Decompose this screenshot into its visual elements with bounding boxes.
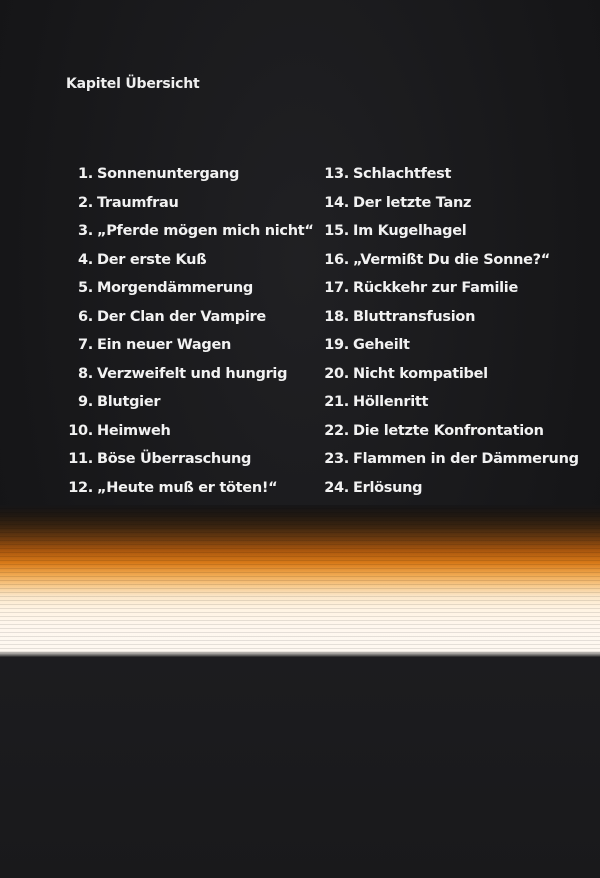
chapter-title: „Heute muß er töten!“ xyxy=(97,479,278,496)
chapter-title: Sonnenuntergang xyxy=(97,166,240,182)
chapter-number: 13. xyxy=(324,166,349,182)
chapter-title: Morgendämmerung xyxy=(97,280,253,296)
chapter-entry xyxy=(60,445,315,474)
chapter-list-left xyxy=(60,160,315,502)
chapter-entry xyxy=(60,246,315,275)
chapter-number: 3. xyxy=(78,223,93,239)
chapter-number: 23. xyxy=(324,451,349,467)
chapter-title: Ein neuer Wagen xyxy=(97,337,232,353)
chapter-title: Geheilt xyxy=(353,337,410,353)
chapter-number: 16. xyxy=(324,251,349,268)
chapter-entry xyxy=(318,160,588,189)
chapter-title: Böse Überraschung xyxy=(97,451,252,467)
chapter-title: Der letzte Tanz xyxy=(353,194,472,211)
chapter-title: „Vermißt Du die Sonne?“ xyxy=(353,251,550,268)
chapter-title: Höllenritt xyxy=(353,394,429,410)
chapter-entry xyxy=(60,189,315,218)
chapter-number: 20. xyxy=(324,365,349,382)
chapter-number: 21. xyxy=(324,394,349,410)
chapter-entry xyxy=(318,246,588,275)
chapter-entry xyxy=(60,417,315,446)
dark-bottom-area xyxy=(0,657,600,878)
chapter-entry xyxy=(60,360,315,389)
chapter-entry xyxy=(318,217,588,246)
chapter-title: Nicht kompatibel xyxy=(353,365,488,382)
chapter-entry xyxy=(318,360,588,389)
sunset-band-texture xyxy=(0,505,600,657)
chapter-entry xyxy=(60,160,315,189)
chapter-entry xyxy=(318,274,588,303)
chapter-title: Im Kugelhagel xyxy=(353,223,467,239)
chapter-number: 11. xyxy=(68,451,93,467)
chapter-entry xyxy=(318,388,588,417)
chapter-number: 15. xyxy=(324,223,349,239)
chapter-number: 4. xyxy=(78,251,93,268)
chapter-number: 2. xyxy=(78,194,93,211)
chapter-number: 22. xyxy=(324,422,349,439)
chapter-number: 18. xyxy=(324,308,349,325)
chapter-entry xyxy=(318,331,588,360)
chapter-number: 10. xyxy=(68,422,93,439)
chapter-entry xyxy=(60,388,315,417)
chapter-number: 14. xyxy=(324,194,349,211)
chapter-title: Die letzte Konfrontation xyxy=(353,422,544,439)
chapter-number: 6. xyxy=(78,308,93,325)
chapter-list-right xyxy=(318,160,588,502)
chapter-number: 19. xyxy=(324,337,349,353)
chapter-title: Schlachtfest xyxy=(353,166,452,182)
chapter-title: Blutgier xyxy=(97,394,161,410)
chapter-title: Der erste Kuß xyxy=(97,251,207,268)
chapter-title: Traumfrau xyxy=(97,194,179,211)
chapter-entry xyxy=(318,445,588,474)
chapter-title: Bluttransfusion xyxy=(353,308,476,325)
page-title: Kapitel Übersicht xyxy=(66,76,200,92)
chapter-entry xyxy=(318,189,588,218)
chapter-entry xyxy=(60,217,315,246)
chapter-entry xyxy=(318,303,588,332)
chapter-number: 5. xyxy=(78,280,93,296)
chapter-entry xyxy=(60,274,315,303)
chapter-entry xyxy=(60,474,315,503)
chapter-entry xyxy=(318,417,588,446)
chapter-number: 9. xyxy=(78,394,93,410)
chapter-title: Der Clan der Vampire xyxy=(97,308,266,325)
chapter-number: 24. xyxy=(324,479,349,496)
chapter-number: 8. xyxy=(78,365,93,382)
chapter-number: 7. xyxy=(78,337,93,353)
chapter-number: 12. xyxy=(68,479,93,496)
chapter-entry xyxy=(60,303,315,332)
chapter-entry xyxy=(318,474,588,503)
chapter-number: 17. xyxy=(324,280,349,296)
chapter-title: Flammen in der Dämmerung xyxy=(353,451,579,467)
chapter-title: Verzweifelt und hungrig xyxy=(97,365,288,382)
chapter-title: Erlösung xyxy=(353,479,423,496)
chapter-title: Rückkehr zur Familie xyxy=(353,280,518,296)
chapter-entry xyxy=(60,331,315,360)
chapter-title: Heimweh xyxy=(97,422,171,439)
chapter-number: 1. xyxy=(78,166,93,182)
chapter-title: „Pferde mögen mich nicht“ xyxy=(97,223,314,239)
